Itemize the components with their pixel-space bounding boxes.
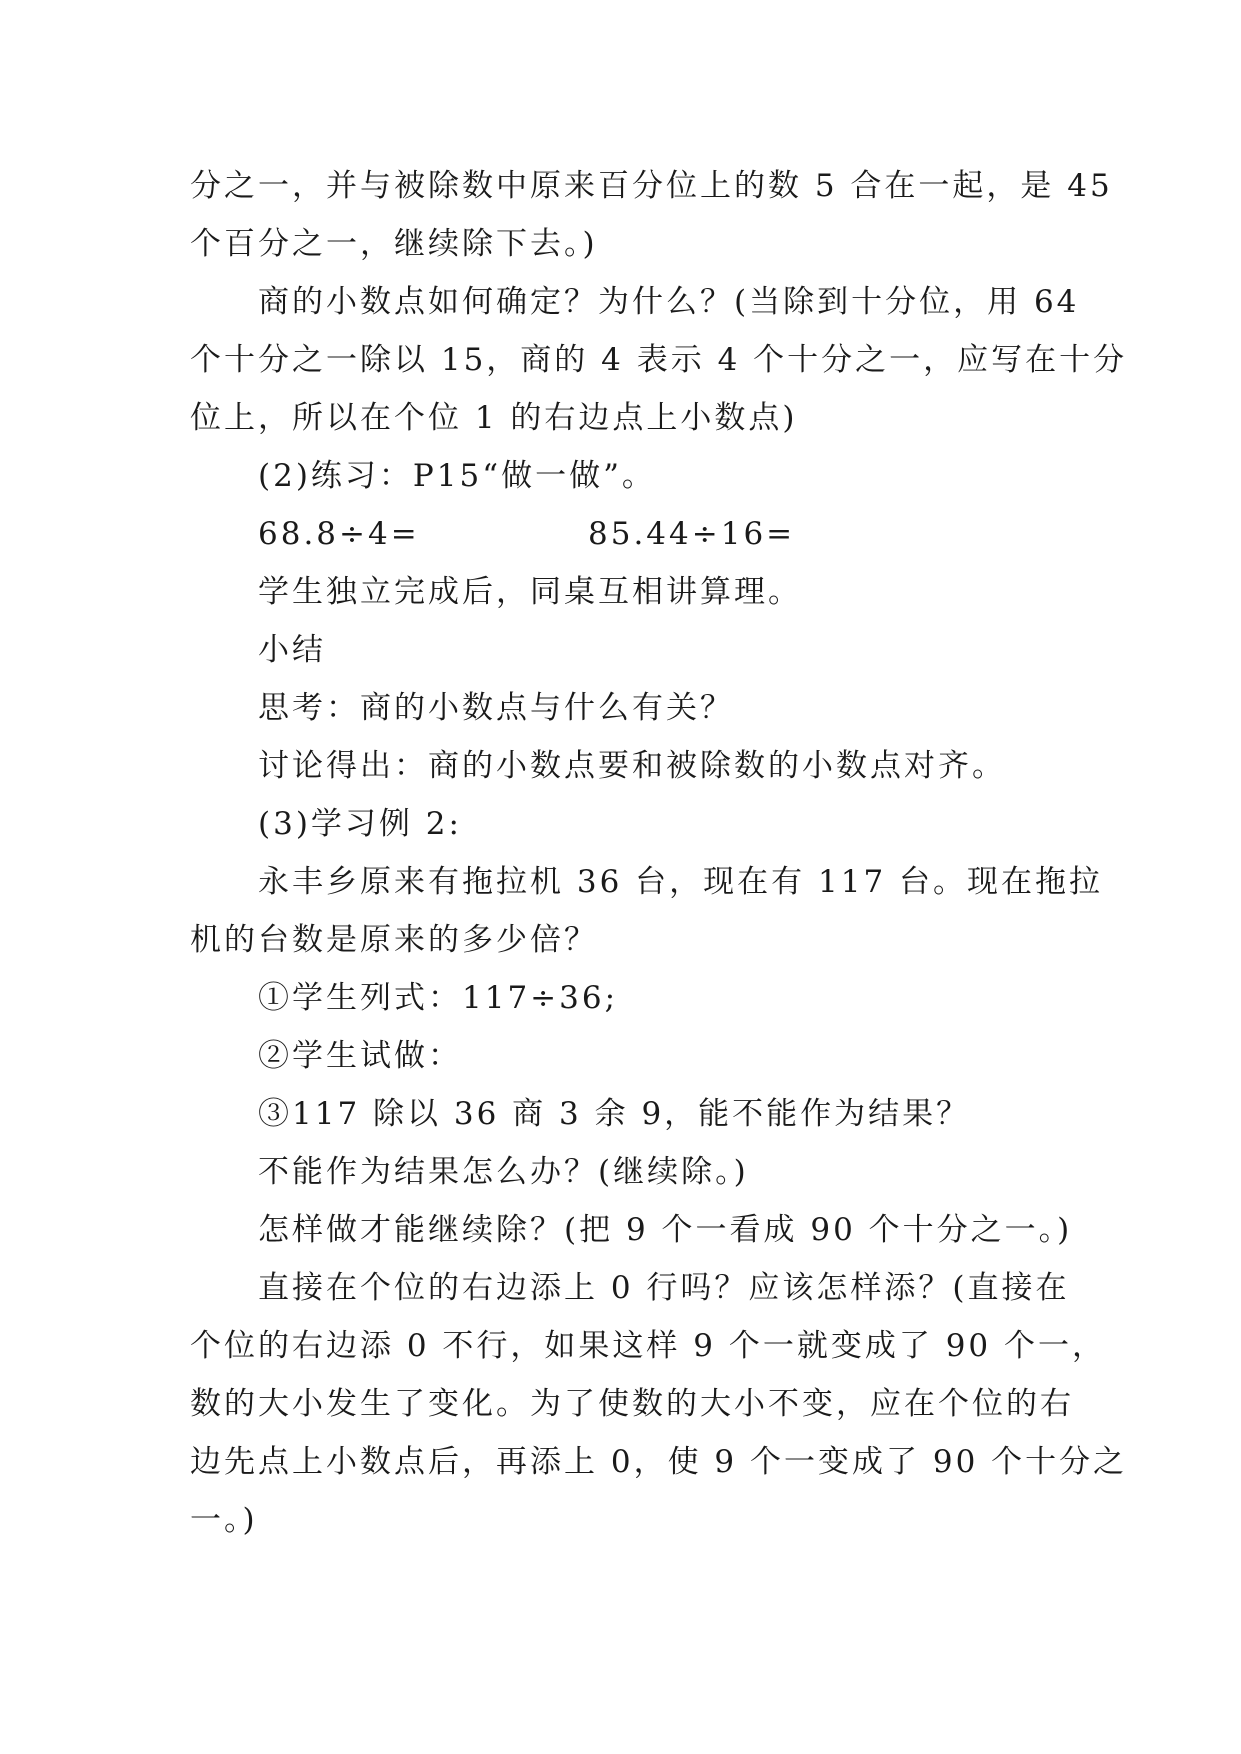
- text-line: 位上，所以在个位 1 的右边点上小数点): [190, 400, 798, 436]
- text-line: ②学生试做：: [258, 1038, 462, 1074]
- text-line: 讨论得出：商的小数点要和被除数的小数点对齐。: [258, 748, 1006, 784]
- text-line: 直接在个位的右边添上 0 行吗？应该怎样添？(直接在: [258, 1270, 1070, 1306]
- text-line: 学生独立完成后，同桌互相讲算理。: [258, 574, 802, 610]
- text-line: 一。): [190, 1502, 258, 1538]
- text-line: 边先点上小数点后，再添上 0，使 9 个一变成了 90 个十分之: [190, 1444, 1128, 1480]
- text-line: 不能作为结果怎么办？(继续除。): [258, 1154, 749, 1190]
- text-line: 个百分之一，继续除下去。): [190, 226, 598, 262]
- text-line: 怎样做才能继续除？(把 9 个一看成 90 个十分之一。): [258, 1212, 1073, 1248]
- text-line: ③117 除以 36 商 3 余 9，能不能作为结果？: [258, 1096, 971, 1132]
- text-line: (2)练习：P15“做一做”。: [258, 458, 656, 494]
- text-line: 永丰乡原来有拖拉机 36 台，现在有 117 台。现在拖拉: [258, 864, 1104, 900]
- text-line: 数的大小发生了变化。为了使数的大小不变，应在个位的右: [190, 1386, 1074, 1422]
- text-line: 个位的右边添 0 不行，如果这样 9 个一就变成了 90 个一，: [190, 1328, 1107, 1364]
- text-line: 机的台数是原来的多少倍？: [190, 922, 598, 958]
- equation-left: 68.8÷4=: [258, 516, 420, 552]
- text-line: 商的小数点如何确定？为什么？(当除到十分位，用 64: [258, 284, 1080, 320]
- text-line: 分之一，并与被除数中原来百分位上的数 5 合在一起，是 45: [190, 168, 1113, 204]
- text-line: 个十分之一除以 15，商的 4 表示 4 个十分之一，应写在十分: [190, 342, 1128, 378]
- text-line: 思考：商的小数点与什么有关？: [258, 690, 734, 726]
- equation-right: 85.44÷16=: [588, 516, 796, 552]
- text-line: (3)学习例 2:: [258, 806, 462, 842]
- section-heading: 小结: [258, 632, 326, 668]
- text-line: ①学生列式：117÷36;: [258, 980, 619, 1016]
